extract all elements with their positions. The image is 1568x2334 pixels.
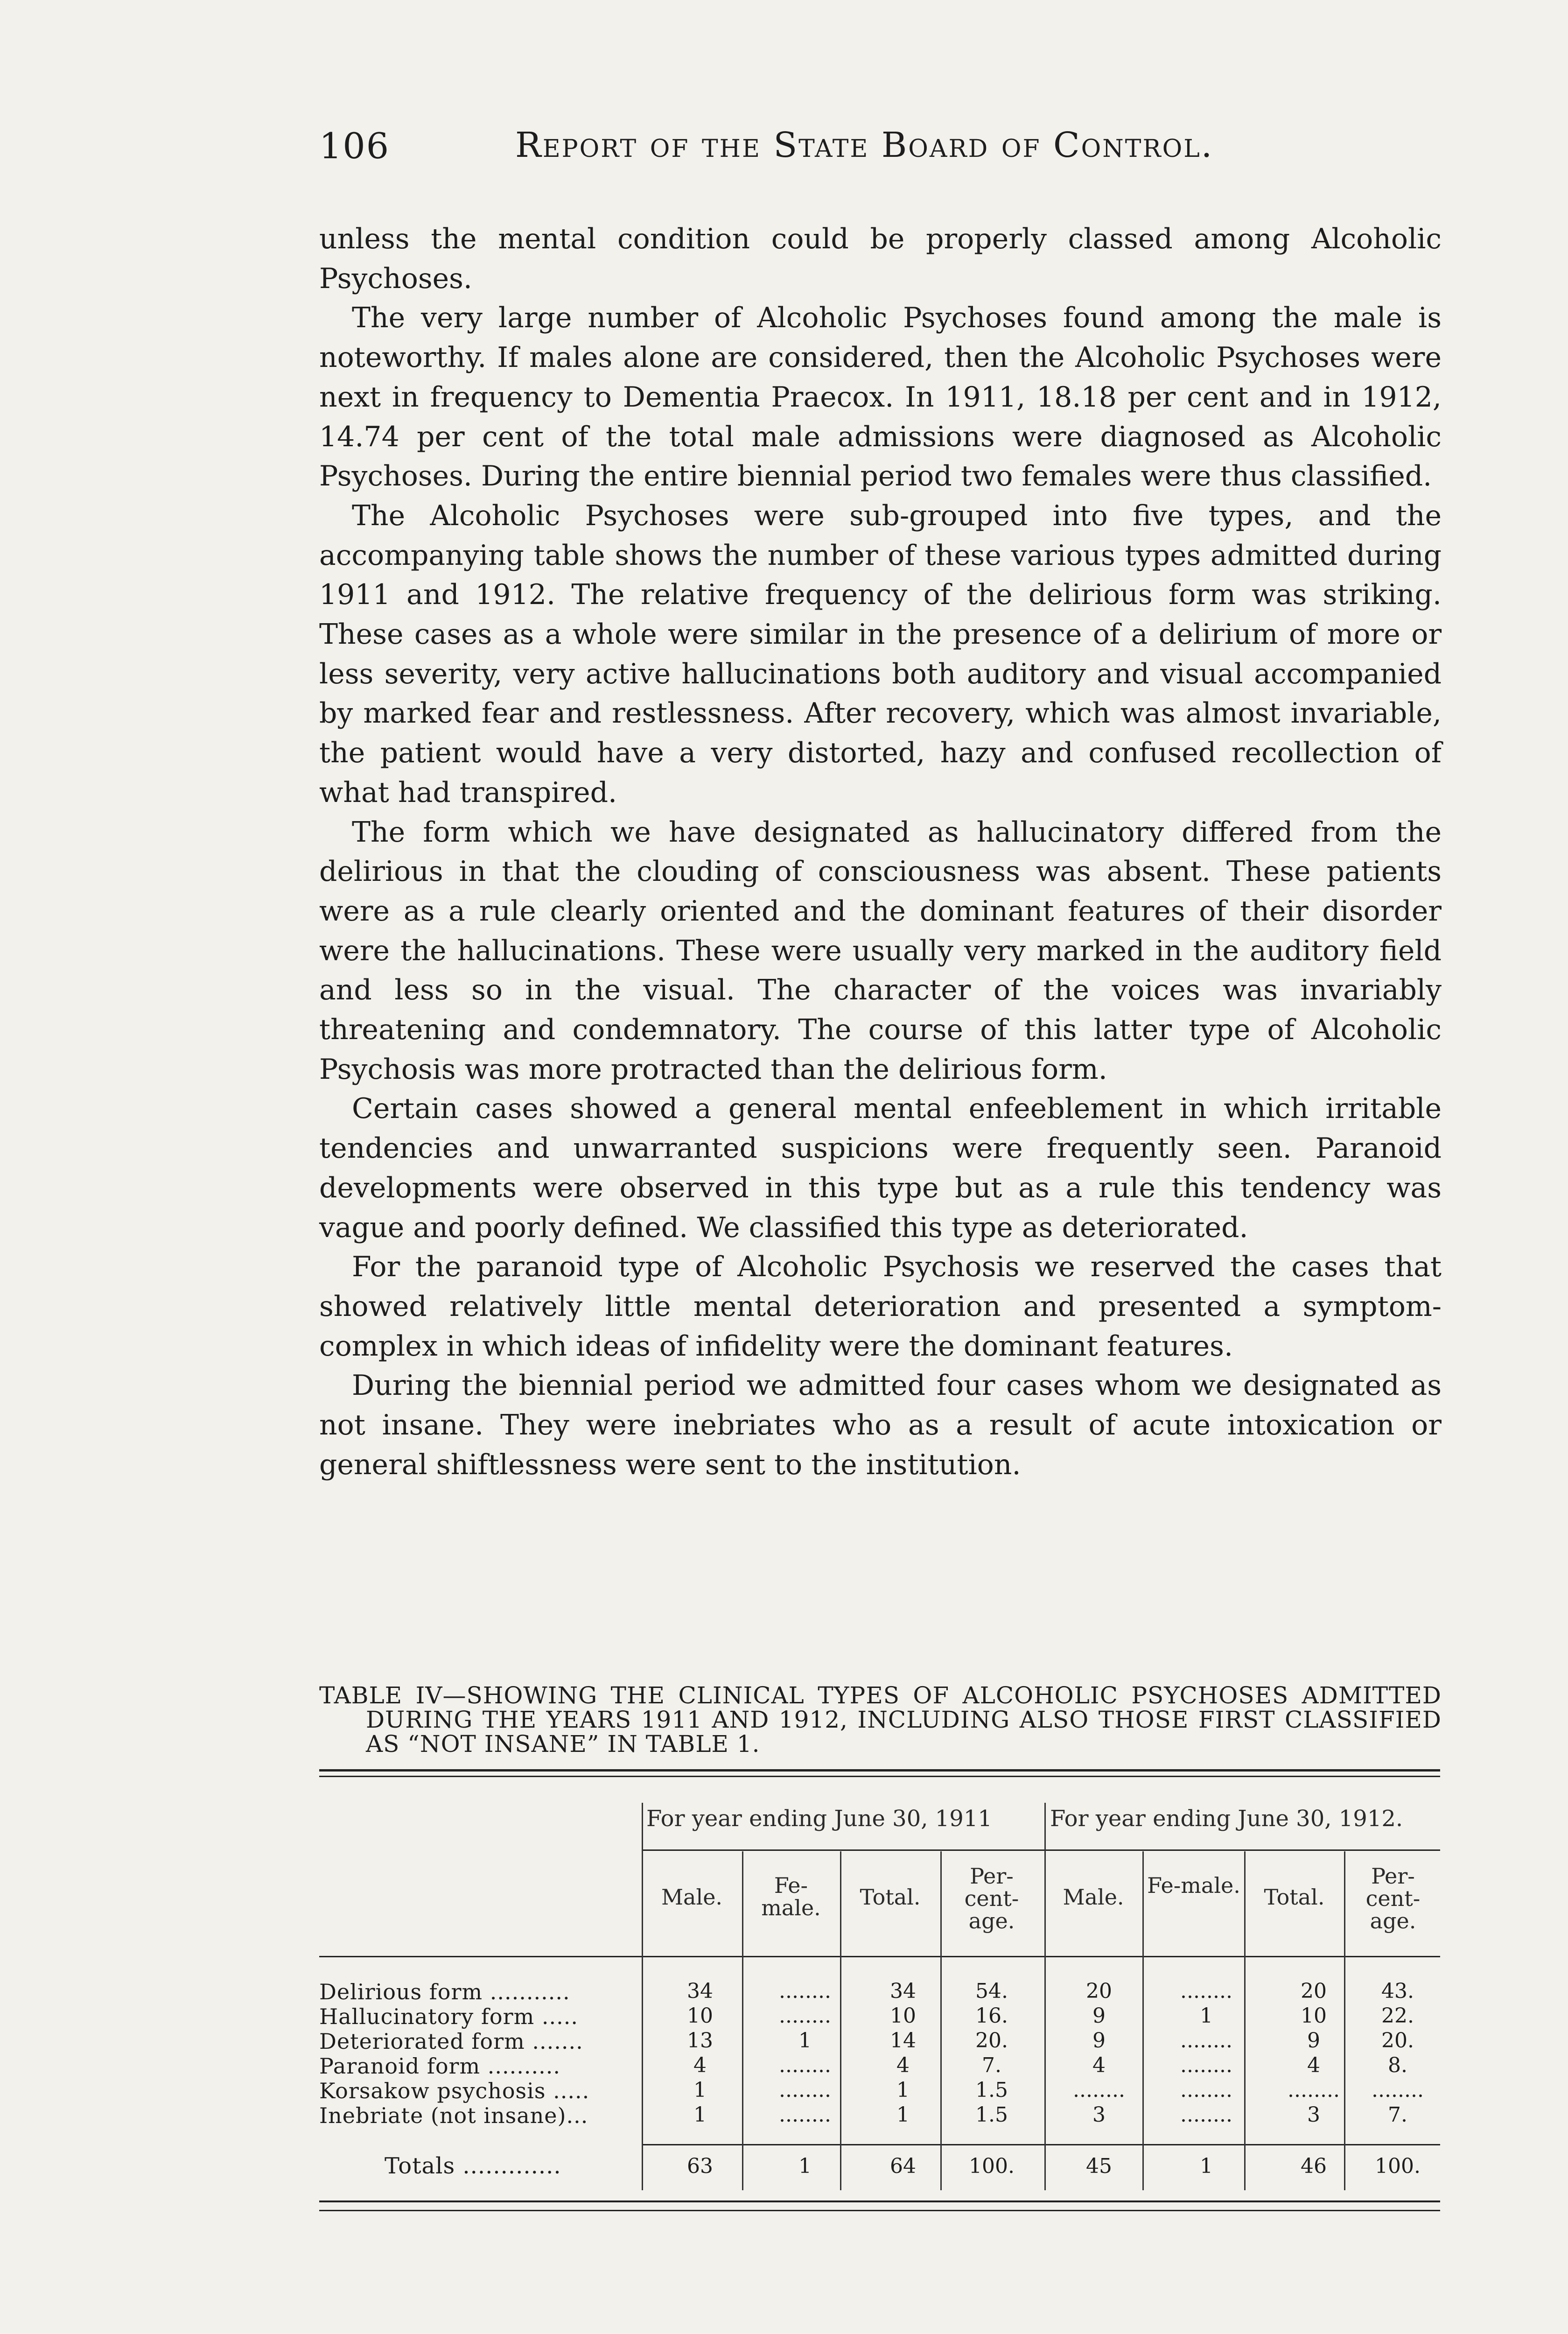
table-top-rule (319, 1776, 1440, 1777)
table-bottom-rule (319, 2200, 1440, 2202)
group-header-rule (642, 1849, 1440, 1851)
paragraph: Certain cases showed a general mental enfeeblement in which irritable tendencies and unwarranted suspicions were frequently seen. Paranoid developments were observed in this type but as a rule this tendency was vague and poorly defined. We classified this type as deteriorated. (319, 1092, 1442, 1244)
table-cell: 20 (1086, 1979, 1112, 2003)
totals-cell: 1 (798, 2154, 812, 2178)
table-cell: 9 (1092, 2029, 1106, 2053)
table-cell: 9 (1092, 2004, 1106, 2028)
paragraph: For the paranoid type of Alcoholic Psychosis we reserved the cases that showed relatively little mental deterioration and presented a symptom-complex in which ideas of infidelity were the dominant features. (319, 1251, 1442, 1363)
totals-cell: 45 (1086, 2154, 1112, 2178)
page-number: 106 (319, 125, 390, 167)
table-cell: ........ (1288, 2078, 1340, 2102)
table-cell: 8. (1388, 2053, 1407, 2077)
table-cell: ........ (1180, 1979, 1232, 2003)
table-cell: 4 (896, 2053, 910, 2077)
group-header-1912: For year ending June 30, 1912. (1050, 1806, 1403, 1832)
column-header: Male. (661, 1884, 723, 1910)
table-cell: 1 (798, 2029, 812, 2053)
table-cell: 7. (982, 2053, 1001, 2077)
totals-rule (642, 2144, 1440, 2145)
table-cell: 54. (975, 1979, 1008, 2003)
body-text (319, 219, 1442, 1485)
table-cell: 10 (687, 2004, 713, 2028)
paragraph: The Alcoholic Psychoses were sub-grouped into five types, and the accompanying table shows the number of these various types admitted during 1911 and 1912. The relative frequency of the delirious form was striking. These cases as a whole were similar in the presence of a delirium of more or less severity, very active hallucinations both auditory and visual accompanied by marked fear and restlessness. After recovery, which was almost invariable, the patient would have a very distorted, hazy and confused recollection of what had transpired. (319, 499, 1442, 809)
column-header: Total. (1264, 1884, 1325, 1910)
table-cell: 4 (693, 2053, 707, 2077)
table-cell: 20 (1301, 1979, 1327, 2003)
table-bottom-rule (319, 2210, 1440, 2211)
table-cell: ........ (779, 2078, 831, 2102)
table-cell: 43. (1381, 1979, 1414, 2003)
row-label: Hallucinatory form ..... (319, 2004, 578, 2029)
table-cell: 10 (1301, 2004, 1327, 2028)
table-cell: ........ (1180, 2029, 1232, 2053)
paragraph: The form which we have designated as hallucinatory differed from the delirious in that the clouding of consciousness was absent. These patients were as a rule clearly oriented and the dominant features of their disorder were the hallucinations. These were usually very marked in the auditory field and less so in the visual. The character of the voices was invariably threatening and condemnatory. The course of this latter type of Alcoholic Psychosis was more protracted than the delirious form. (319, 815, 1442, 1086)
table-cell: 22. (1381, 2004, 1414, 2028)
column-divider (1044, 1803, 1046, 2190)
table-cell: 13 (687, 2029, 713, 2053)
totals-cell: 100. (969, 2154, 1015, 2178)
totals-cell: 46 (1301, 2154, 1327, 2178)
running-title: Report of the State Board of Control. (515, 125, 1214, 165)
table-top-rule (319, 1769, 1440, 1772)
table-cell: 20. (975, 2029, 1008, 2053)
page-header (319, 125, 1442, 176)
table-cell: 3 (1307, 2103, 1320, 2127)
group-header-1911: For year ending June 30, 1911 (646, 1806, 992, 1832)
column-header: Fe-male. (1147, 1873, 1240, 1898)
table-cell: 10 (890, 2004, 916, 2028)
paragraph: During the biennial period we admitted four cases whom we designated as not insane. They were inebriates who as a result of acute intoxication or general shiftlessness were sent to the institution. (319, 1369, 1442, 1481)
column-header: Per-cent-age. (964, 1863, 1019, 1933)
table-cell: 3 (1092, 2103, 1106, 2127)
table-cell: ........ (779, 2053, 831, 2077)
row-label: Inebriate (not insane)... (319, 2103, 588, 2128)
table-cell: 16. (975, 2004, 1008, 2028)
table-cell: 1 (896, 2078, 910, 2102)
table-cell: 34 (890, 1979, 916, 2003)
column-header: Total. (860, 1884, 921, 1910)
table-cell: ........ (779, 1979, 831, 2003)
table-cell: ........ (1180, 2078, 1232, 2102)
table-cell: 1 (896, 2103, 910, 2127)
totals-cell: 64 (890, 2154, 916, 2178)
paragraph: unless the mental condition could be properly classed among Alcoholic Psychoses. (319, 223, 1442, 295)
row-label: Paranoid form .......... (319, 2053, 560, 2079)
paragraph: The very large number of Alcoholic Psychoses found among the male is noteworthy. If males alone are considered, then the Alcoholic Psychoses were next in frequency to Dementia Praecox. In 1911, 18.18 per cent and in 1912, 14.74 per cent of the total male admissions were diagnosed as Alcoholic Psychoses. During the entire biennial period two females were thus classified. (319, 302, 1442, 493)
table-cell: ........ (1180, 2053, 1232, 2077)
table-cell: 1.5 (975, 2078, 1008, 2102)
totals-label: Totals ............. (385, 2153, 561, 2179)
row-label: Deteriorated form ....... (319, 2029, 583, 2054)
table-cell: ........ (1180, 2103, 1232, 2127)
column-header: Fe-male. (761, 1873, 821, 1920)
table-cell: 7. (1388, 2103, 1407, 2127)
table-caption: TABLE IV—SHOWING THE CLINICAL TYPES OF ALCOHOLIC PSYCHOSES ADMITTED DURING THE YEARS 1911 AND 1912, INCLUDING ALSO THOSE FIRST CLASSIFIED AS “NOT INSANE” IN TABLE 1. (319, 1682, 1442, 1758)
table-cell: 1 (693, 2078, 707, 2102)
totals-cell: 100. (1375, 2154, 1421, 2178)
table-cell: 4 (1092, 2053, 1106, 2077)
table-cell: 14 (890, 2029, 916, 2053)
row-label: Delirious form ........... (319, 1979, 570, 2004)
table-cell: 1 (693, 2103, 707, 2127)
totals-cell: 1 (1200, 2154, 1213, 2178)
table-cell: 34 (687, 1979, 713, 2003)
table-cell: ........ (779, 2103, 831, 2127)
table-cell: 4 (1307, 2053, 1320, 2077)
table-cell: 9 (1307, 2029, 1320, 2053)
row-label: Korsakow psychosis ..... (319, 2078, 590, 2103)
column-header: Per-cent-age. (1365, 1863, 1421, 1933)
column-header-rule (319, 1956, 1440, 1957)
table-cell: 1.5 (975, 2103, 1008, 2127)
column-divider (642, 1803, 643, 2190)
table-cell: 20. (1381, 2029, 1414, 2053)
table-cell: 1 (1200, 2004, 1213, 2028)
table-cell: ........ (779, 2004, 831, 2028)
table-cell: ........ (1073, 2078, 1125, 2102)
totals-cell: 63 (687, 2154, 713, 2178)
table-cell: ........ (1372, 2078, 1424, 2102)
column-header: Male. (1063, 1884, 1124, 1910)
